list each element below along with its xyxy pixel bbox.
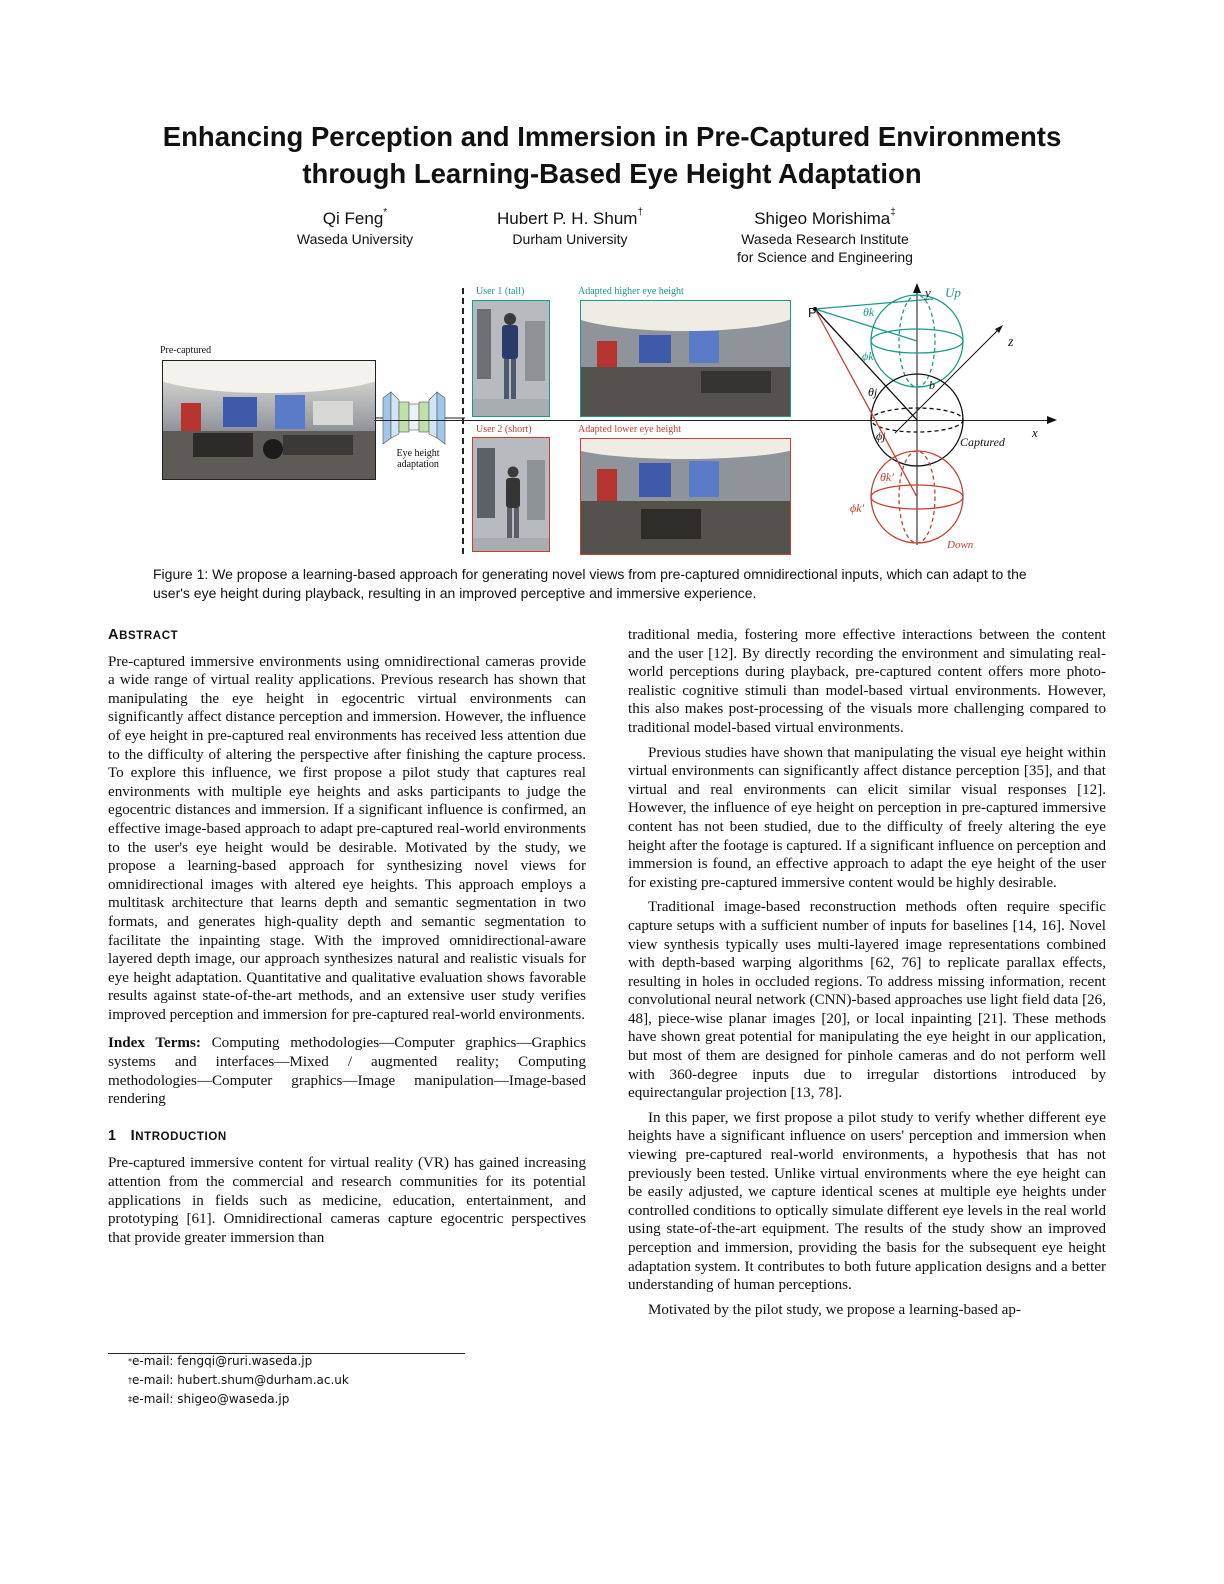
index-terms-text: Computing methodologies—Computer graphics—Graphics systems and interfaces—Mixed / augmented reality; Computing methodologies—Computer graphics—Image manipulation—Image-based rendering xyxy=(108,1035,586,1108)
network-diagram-icon xyxy=(375,388,465,448)
author-affiliation: Durham University xyxy=(512,231,628,247)
introduction-paragraph: Pre-captured immersive content for virtual reality (VR) has gained increasing attention from the commercial and research communities for its potential applications in fields such as medicine, education, entertainment, and prototyping [61]. Omnidirectional cameras capture egocentric perspectives that provide greater immersion than xyxy=(108,1155,586,1246)
right-column xyxy=(628,626,1106,1319)
y-axis-label: y xyxy=(925,285,931,300)
title-line-2: through Learning-Based Eye Height Adaptation xyxy=(302,158,922,189)
adapted-higher-image xyxy=(580,300,791,417)
body-paragraph: Traditional image-based reconstruction methods often require specific capture setups with a sufficient number of inputs for baselines [14, 16]. Novel view synthesis typically uses multi-layered image representations combined with depth-based warping algorithms [62, 76] to replicate parallax effects, resulting in holes in occluded regions. To address missing information, recent convolutional neural network (CNN)-based approaches use light field data [26, 48], piece-wise planar images [20], or local inpainting [21]. These methods have shown great potential for manipulating the eye height in our application, but most of them are designed for pinhole cameras and do not perform well with 360-degree inputs due to irregular distortions introduced by equirectangular projection [13, 78]. xyxy=(628,899,1106,1102)
point-p-label: P xyxy=(808,305,817,320)
phi-j-label: ϕj xyxy=(876,429,886,443)
user2-label: User 2 (short) xyxy=(476,424,532,435)
author-name: Qi Feng xyxy=(322,209,384,228)
footnote-text: e-mail: hubert.shum@durham.ac.uk xyxy=(132,1373,349,1387)
abstract-heading xyxy=(108,626,586,646)
section-number: 1 xyxy=(108,1127,117,1144)
user1-photo xyxy=(472,300,550,417)
footnote xyxy=(108,1371,468,1390)
footnotes xyxy=(108,1352,468,1409)
author-name: Shigeo Morishima xyxy=(754,209,891,228)
lower-eye-height-label: Adapted lower eye height xyxy=(578,424,682,435)
author-affiliation: Waseda Research Institute xyxy=(741,231,909,247)
body-paragraph: Previous studies have shown that manipulating the visual eye height within virtual environments can significantly affect distance perception [35], and that virtual and real environments can elicit similar visual responses [12]. However, the influence of eye height on perception in pre-captured immersive content has not been studied, due to the difficulty of freely altering the eye height after the footage is captured. If a significant influence on perception and immersion is found, an effective approach to adapt the eye height of the user for existing pre-captured immersive content would be highly desirable. xyxy=(628,744,1106,891)
x-axis-label: x xyxy=(1032,425,1038,440)
caption-prefix: Figure 1: xyxy=(153,566,209,582)
captured-label: Captured xyxy=(960,435,1005,449)
up-label: Up xyxy=(945,285,961,300)
phi-k-prime-label: ϕk′ xyxy=(850,501,865,515)
precaptured-label: Pre-captured xyxy=(160,345,212,356)
abstract-text: Pre-captured immersive environments using omnidirectional cameras provide a wide range of virtual reality applications. Previous research has shown that manipulating the eye height in egocentric virtual environments can significantly affect distance perception and immersion. However, the influence of eye height in pre-captured real environments has received less attention due to the difficulty of altering the perspective after finishing the capture process. To explore this influence, we first propose a pilot study that captures real environments with multiple eye heights and asks participants to judge the egocentric distances and immersion. If a significant influence is confirmed, an effective image-based approach to adapt pre-captured real-world environments to the user's eye height would be desirable. Motivated by the study, we propose a learning-based approach for synthesizing novel views for omnidirectional images with altered eye heights. This approach employs a multitask architecture that learns depth and semantic segmentation in two formats, and generates high-quality depth and semantic segmentation to facilitate the inpainting stage. With the improved omnidirectional-aware layered depth image, our approach synthesizes natural and realistic visuals for eye height adaptation. Quantitative and qualitative evaluation shows favorable results against state-of-the-art methods, and an extensive user study verifies improved perception and immersion for pre-captured real-world environments. xyxy=(108,653,586,1023)
index-terms xyxy=(108,1034,586,1108)
phi-k-label: ϕk xyxy=(862,349,874,363)
author-affiliation: Waseda University xyxy=(296,231,414,247)
precaptured-panorama-image xyxy=(162,360,376,480)
user1-label: User 1 (tall) xyxy=(476,286,525,297)
introduction-heading xyxy=(108,1127,586,1147)
body-paragraph: In this paper, we first propose a pilot study to verify whether different eye heights have a significant influence on users' perception and immersion when viewing pre-captured real-world environments, a hypothesis that has not previously been tested. Unlike virtual environments where the eye height can be easily adjusted, we capture identical scenes at multiple eye heights under controlled conditions to optically simulate different eye levels in the real world using state-of-the-art equipment. The results of the study show an improved perception and immersion, providing the basis for the subsequent eye height adaptation system. It contributes to both future application designs and a better understanding of human perceptions. xyxy=(628,1109,1106,1294)
author-mark: † xyxy=(637,207,644,218)
caption-text: We propose a learning-based approach for generating novel views from pre-captured omnidirectional inputs, which can adapt to the user's eye height during playback, resulting in an improved perceptive and immersive experience. xyxy=(153,566,1027,601)
footnote xyxy=(108,1352,468,1371)
abstract-heading-rest: BSTRACT xyxy=(119,630,179,642)
left-column xyxy=(108,626,586,1247)
author-block xyxy=(465,208,675,248)
down-label: Down xyxy=(947,539,974,551)
theta-k-label: θk xyxy=(863,305,875,319)
figure-1 xyxy=(150,283,1060,555)
footnote-text: e-mail: shigeo@waseda.jp xyxy=(132,1392,290,1406)
network-label-line-1: Eye height xyxy=(396,448,440,459)
author-affiliation-line-2: for Science and Engineering xyxy=(737,249,913,265)
network-label-line-2: adaptation xyxy=(397,459,439,470)
footnote-text: e-mail: fengqi@ruri.waseda.jp xyxy=(132,1354,313,1368)
author-block xyxy=(715,208,935,266)
author-block xyxy=(250,208,460,248)
footnote-mark: ‡ xyxy=(128,1395,132,1404)
footnote xyxy=(108,1390,468,1409)
paper-title xyxy=(0,118,1224,192)
author-mark: ‡ xyxy=(890,207,896,218)
introduction-heading-initial: I xyxy=(130,1127,136,1144)
body-paragraph: Motivated by the pilot study, we propose a learning-based ap- xyxy=(648,1301,1021,1318)
theta-k-prime-label: θk′ xyxy=(880,470,894,484)
author-mark: * xyxy=(383,207,388,218)
adapted-lower-image xyxy=(580,438,791,555)
dashed-separator xyxy=(462,288,464,554)
footnote-mark: * xyxy=(128,1357,132,1366)
author-name: Hubert P. H. Shum xyxy=(496,209,638,228)
network-label xyxy=(388,448,448,470)
footnote-mark: † xyxy=(128,1376,132,1385)
higher-eye-height-label: Adapted higher eye height xyxy=(578,286,684,297)
index-terms-label: Index Terms: xyxy=(108,1035,201,1052)
body-paragraph: traditional media, fostering more effective interactions between the content and the user [12]. By directly recording the environment and simulating real-world perceptions during playback, pre-captured content offers more photo-realistic cognitive stimuli than model-based virtual environments. However, this also makes post-processing of the visuals more challenging compared to traditional model-based virtual environments. xyxy=(628,627,1106,736)
b-label: b xyxy=(929,378,935,392)
introduction-heading-rest: NTRODUCTION xyxy=(135,1130,227,1143)
sphere-geometry-diagram xyxy=(805,283,1060,555)
figure-caption xyxy=(153,565,1063,603)
title-line-1: Enhancing Perception and Immersion in Pre-Captured Environments xyxy=(162,121,1062,152)
abstract-heading-initial: A xyxy=(108,627,120,643)
z-axis-label: z xyxy=(1008,335,1014,350)
user2-photo xyxy=(472,437,550,552)
theta-j-label: θj xyxy=(868,385,878,399)
